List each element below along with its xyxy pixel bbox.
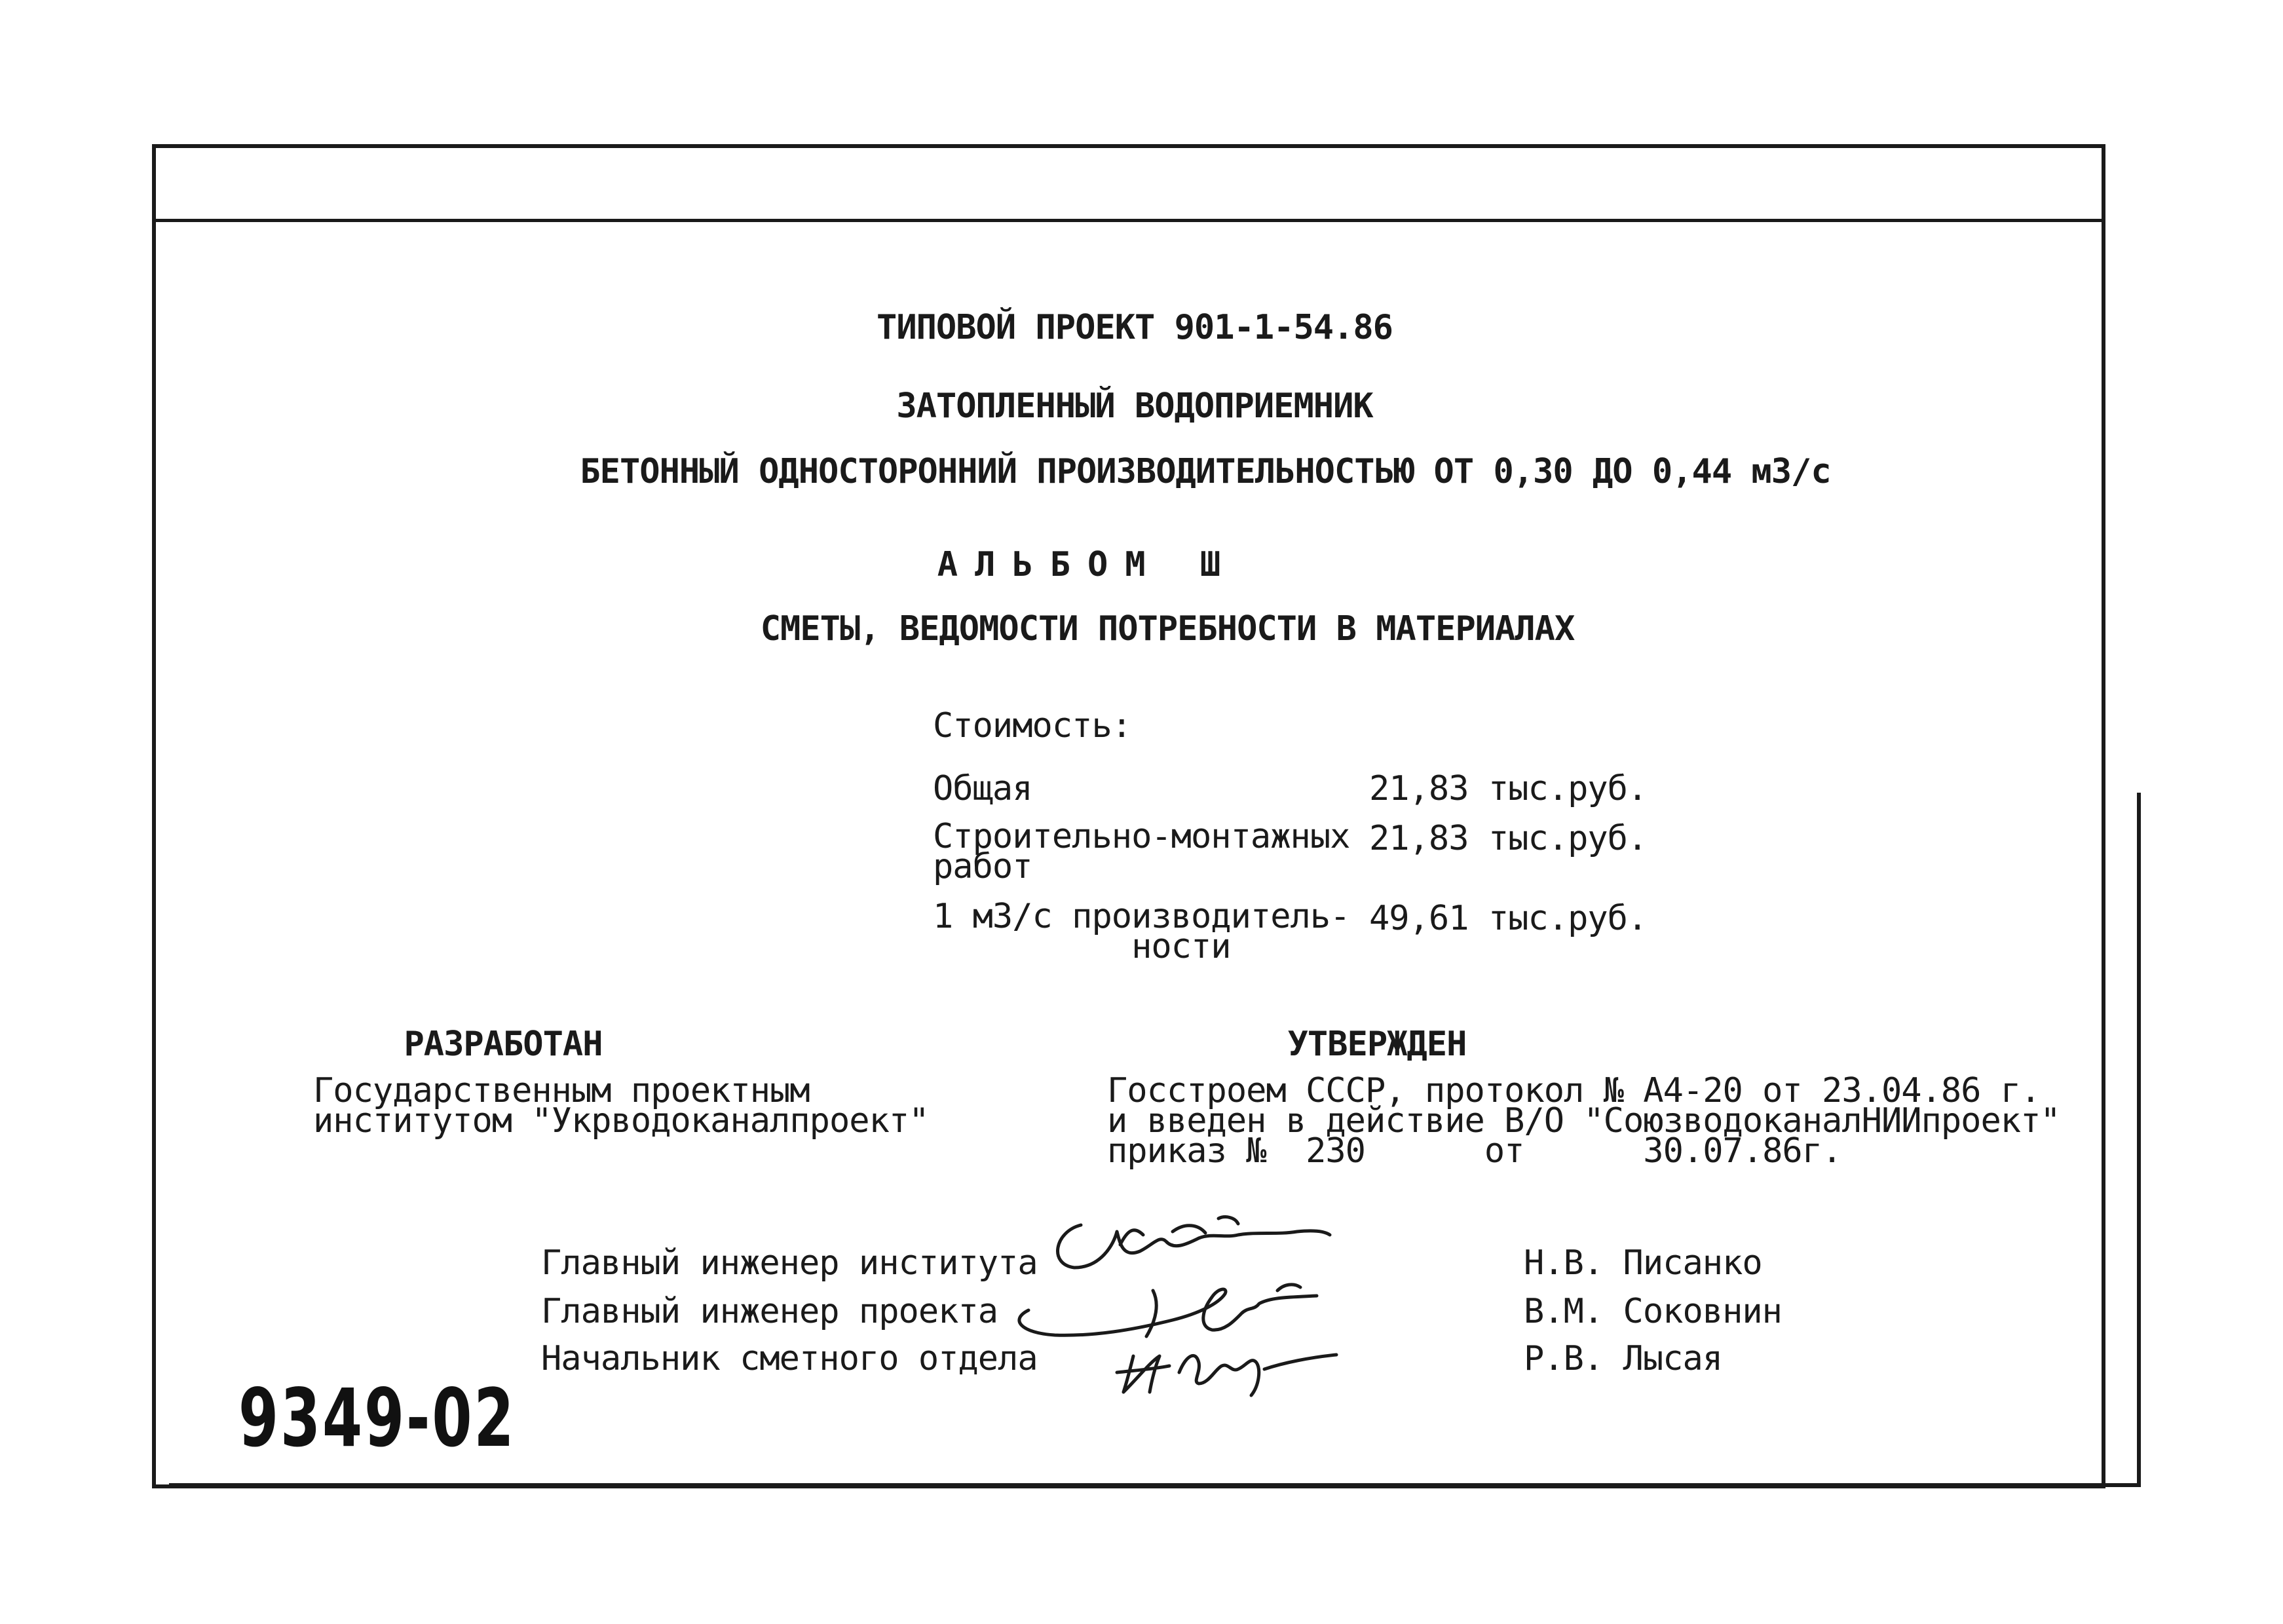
signatory-name-2: В.М. Соковнин xyxy=(1524,1292,1782,1331)
frame-right-line xyxy=(2137,793,2141,1487)
approved-heading: УТВЕРЖДЕН xyxy=(1287,1025,1467,1064)
signatory-role-3: Начальник сметного отдела xyxy=(541,1339,1038,1378)
archive-stamp-number: 9349-02 xyxy=(238,1372,516,1465)
signatory-role-1: Главный инженер института xyxy=(541,1243,1038,1283)
cost-per-capacity-value: 49,61 тыс.руб. xyxy=(1369,899,1648,938)
developed-heading: РАЗРАБОТАН xyxy=(404,1025,603,1064)
cost-total-value: 21,83 тыс.руб. xyxy=(1369,769,1648,808)
title-line-1: ЗАТОПЛЕННЫЙ ВОДОПРИЕМНИК xyxy=(896,387,1373,426)
handwritten-signatures xyxy=(1002,1205,1422,1408)
cost-per-capacity-label: 1 м3/с производитель- ности xyxy=(933,897,1350,966)
signatory-name-1: Н.В. Писанко xyxy=(1524,1243,1762,1283)
approved-text-2: и введен в действие В/О "СоюзводоканалНИИпроект" xyxy=(1107,1101,2060,1141)
cost-heading: Стоимость: xyxy=(933,706,1132,746)
cost-construction-value: 21,83 тыс.руб. xyxy=(1369,819,1648,858)
approved-text-1: Госстроем СССР, протокол № А4-20 от 23.04.86 г. xyxy=(1107,1071,2041,1110)
project-number: ТИПОВОЙ ПРОЕКТ 901-1-54.86 xyxy=(877,308,1393,347)
signatory-name-3: Р.В. Лысая xyxy=(1524,1339,1723,1378)
frame-bottom-line xyxy=(169,1483,2141,1487)
album-subtitle: СМЕТЫ, ВЕДОМОСТИ ПОТРЕБНОСТИ В МАТЕРИАЛАХ xyxy=(760,609,1575,649)
developed-text-1: Государственным проектным xyxy=(313,1071,810,1110)
approved-text-3: приказ № 230 от 30.07.86г. xyxy=(1107,1131,1842,1171)
cost-construction-label: Строительно-монтажных работ xyxy=(933,817,1350,886)
developed-text-2: институтом "Укрводоканалпроект" xyxy=(313,1101,929,1141)
cost-total-label: Общая xyxy=(933,769,1032,808)
header-rule xyxy=(156,219,2102,222)
signatory-role-2: Главный инженер проекта xyxy=(541,1292,998,1331)
album-title: АЛЬБОМ Ш xyxy=(937,545,1238,584)
title-line-2: БЕТОННЫЙ ОДНОСТОРОННИЙ ПРОИЗВОДИТЕЛЬНОСТЬЮ ОТ 0,30 ДО 0,44 м3/с xyxy=(580,452,1831,491)
